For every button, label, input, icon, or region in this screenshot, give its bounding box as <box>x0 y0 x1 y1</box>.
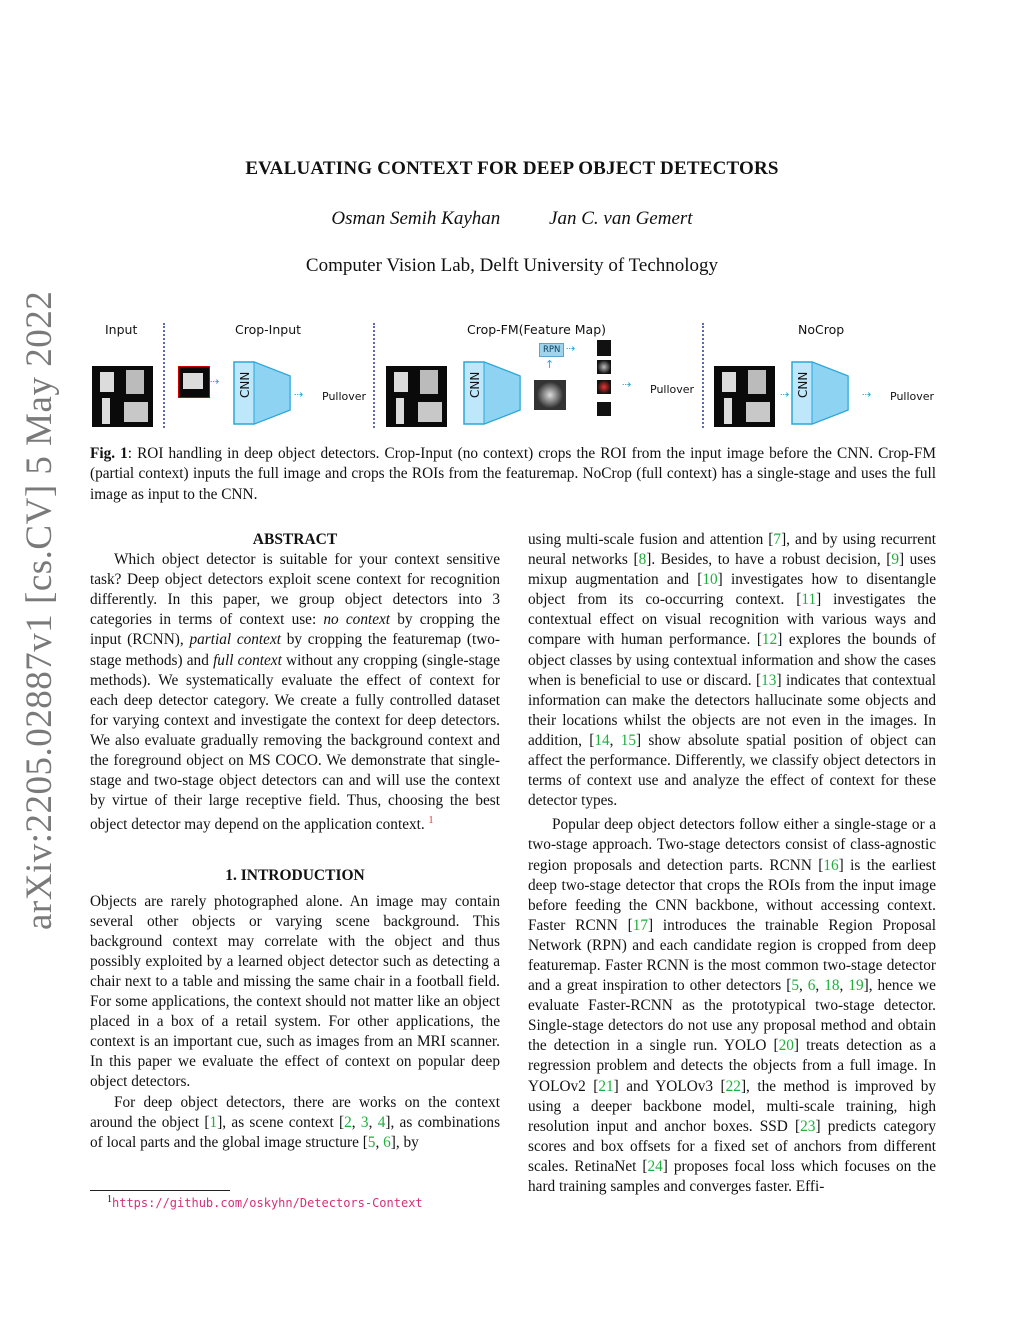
figure-caption <box>90 444 936 505</box>
citation-link[interactable]: 16 <box>823 856 839 874</box>
body-paragraph: using multi-scale fusion and attention [7], and by using recurrent neural networks [8]. Besides, to have a robust decision, [9] uses mixup augmentation and [10] investigates how to disentangle object from its co-occurring context. [11] investigates the contextual effect on visual recognition with various ways and compare with human performance. [12] explores the bounds of object classes by using contextual information and show the cases when is beneficial to use or discard. [13] indicates that contextual information can make the detectors hallucinate some objects and their locations whilst the objects are not even in the images. In addition, [14, 15] show absolute spatial position of object can affect the performance. Differently, we classify object detectors in terms of context use and analyze the effect of context for these detector types. <box>528 531 936 810</box>
citation-link[interactable]: 5 <box>791 977 799 995</box>
paper-title: EVALUATING CONTEXT FOR DEEP OBJECT DETECTORS <box>245 158 779 179</box>
footnote <box>107 1194 423 1210</box>
figure-1 <box>90 318 940 428</box>
output-label: Pullover <box>890 390 935 403</box>
footnote-mark[interactable]: 1 <box>428 815 434 827</box>
arrow-icon: ⇢ <box>566 342 576 355</box>
abstract-heading: ABSTRACT <box>252 531 338 548</box>
citation-link[interactable]: 13 <box>761 671 777 689</box>
footnote-url-link[interactable]: https://github.com/oskyhn/Detectors-Context <box>112 1196 423 1210</box>
citation-link[interactable]: 10 <box>702 571 718 589</box>
citation-link[interactable]: 18 <box>824 977 840 995</box>
citation-link[interactable]: 3 <box>360 1113 369 1131</box>
arrow-icon: ⇢ <box>862 388 872 401</box>
arrow-icon: ⇢ <box>780 388 790 401</box>
citation-link[interactable]: 8 <box>638 551 647 569</box>
arrow-icon: ⇢ <box>210 375 220 388</box>
citation-link[interactable]: 24 <box>647 1157 663 1175</box>
output-label: Pullover <box>322 390 367 403</box>
section-divider <box>702 323 704 428</box>
author-name: Osman Semih Kayhan <box>331 208 501 229</box>
roi-patch <box>597 380 611 394</box>
citation-link[interactable]: 2 <box>344 1113 352 1131</box>
caption-label: Fig. 1 <box>90 445 128 462</box>
affiliation: Computer Vision Lab, Delft University of Technology <box>305 255 719 276</box>
figure-label-crop-input: Crop-Input <box>235 322 302 337</box>
right-column <box>528 530 936 1197</box>
citation-link[interactable]: 23 <box>800 1117 816 1135</box>
input-image <box>386 366 447 427</box>
citation-link[interactable]: 12 <box>761 631 778 649</box>
cropped-roi-image <box>178 366 210 398</box>
caption-text: : ROI handling in deep object detectors. Crop-Input (no context) crops the ROI from the input image before the CNN. Crop-FM (partial context) inputs the full image and crops the ROIs from the featuremap. NoCrop (full context) has a single-stage and uses the full image as input to the CNN. <box>90 445 936 503</box>
input-image <box>92 366 153 427</box>
arxiv-identifier: arXiv:2205.02887v1 [cs.CV] 5 May 2022 <box>19 290 60 930</box>
left-column <box>90 530 500 1153</box>
citation-link[interactable]: 20 <box>778 1037 794 1055</box>
output-label: Pullover <box>650 383 695 396</box>
feature-map-image <box>534 380 566 410</box>
citation-link[interactable]: 6 <box>383 1133 391 1151</box>
citation-link[interactable]: 1 <box>209 1113 218 1131</box>
citation-link[interactable]: 4 <box>377 1113 386 1131</box>
arrow-icon: ⇢ <box>294 388 304 401</box>
section-divider <box>373 323 375 428</box>
footnote-rule <box>90 1190 230 1191</box>
citation-link[interactable]: 7 <box>773 531 782 548</box>
citation-link[interactable]: 14 <box>594 731 610 749</box>
arrow-icon: ⇢ <box>622 378 632 391</box>
author-name: Jan C. van Gemert <box>549 208 693 229</box>
cnn-label: CNN <box>468 371 482 398</box>
arrow-up-icon: ↑ <box>545 358 555 371</box>
citation-link[interactable]: 17 <box>632 916 648 934</box>
body-paragraph: Popular deep object detectors follow either a single-stage or a two-stage approach. Two-stage detectors consist of class-agnostic region proposals and detection parts. RCNN [16] is the earliest deep two-stage detector that crops the ROIs from the input image before feeding the CNN backbone, without accessing context. Faster RCNN [17] introduces the trainable Region Proposal Network (RPN) and each candidate region is cropped from deep featuremap. Faster RCNN is the most common two-stage detector and a great inspiration to other detectors [5, 6, 18, 19], hence we evaluate Faster-RCNN as the prototypical two-stage detector. Single-stage detectors do not use any proposal method and obtain the detection in a single run. YOLO [20] treats detection as a regression problem and detects the objects from a full image. In YOLOv2 [21] and YOLOv3 [22], the method is improved by using a deeper backbone model, multi-scale training, high resolution input and anchor boxes. SSD [23] predicts category scores and box offsets for a fixed set of anchors from different scales. RetinaNet [24] proposes focal loss which focuses on the hard training samples and converges faster. Effi- <box>528 816 936 1195</box>
input-image <box>714 366 775 427</box>
roi-patch <box>597 360 611 374</box>
rpn-box: RPN <box>539 343 564 357</box>
citation-link[interactable]: 15 <box>620 731 637 749</box>
intro-paragraph: For deep object detectors, there are works on the context around the object [1], as scene context [2, 3, 4], as combinations of local parts and the global image structure [5, 6], by <box>90 1093 501 1151</box>
introduction-heading: 1. INTRODUCTION <box>225 866 365 884</box>
cnn-label: CNN <box>238 371 252 398</box>
abstract-text: Which object detector is suitable for your context sensitive task? Deep object detectors exploit scene context for recognition differently. In this paper, we group object detectors into 3 categories in terms of context use: no context by cropping the input (RCNN), partial context by cropping the featuremap (two-stage methods) and full context without any cropping (single-stage methods). We systematically evaluate the effect of context for each deep detector category. We create a fully controlled dataset for varying context and investigate the context for deep detectors. We also evaluate gradually removing the background context and the foreground object on MS COCO. We demonstrate that single-stage and two-stage object detectors can and will use the context by virtue of their large receptive field. Thus, choosing the best object detector may depend on the application context. $^1$ <box>90 551 501 834</box>
author-list <box>0 208 1024 230</box>
citation-link[interactable]: 22 <box>725 1077 741 1095</box>
figure-label-crop-fm: Crop-FM(Feature Map) <box>467 322 607 337</box>
citation-link[interactable]: 5 <box>367 1133 376 1151</box>
citation-link[interactable]: 6 <box>807 977 816 995</box>
figure-label-input: Input <box>105 322 138 337</box>
roi-patch <box>597 340 611 356</box>
figure-label-nocrop: NoCrop <box>798 322 845 337</box>
cnn-label: CNN <box>796 371 810 398</box>
footnote-number: 1 <box>107 1194 112 1205</box>
intro-paragraph: Objects are rarely photographed alone. An image may contain several other objects or varying scene background. This background context may correlate with the object and thus possibly exploited by a learned object detector such as detecting a chair next to a table and missing the same chair in a football field. For some applications, the context should not matter like an object placed in a box of a retail system. For other applications, the context is an important cue, such as images from an MRI scanner. In this paper we evaluate the effect of context on popular deep object detectors. <box>90 892 500 1091</box>
citation-link[interactable]: 11 <box>801 591 817 609</box>
citation-link[interactable]: 9 <box>891 551 899 569</box>
roi-patch <box>597 402 611 416</box>
citation-link[interactable]: 21 <box>598 1077 614 1095</box>
section-divider <box>163 323 165 428</box>
citation-link[interactable]: 19 <box>848 977 864 995</box>
